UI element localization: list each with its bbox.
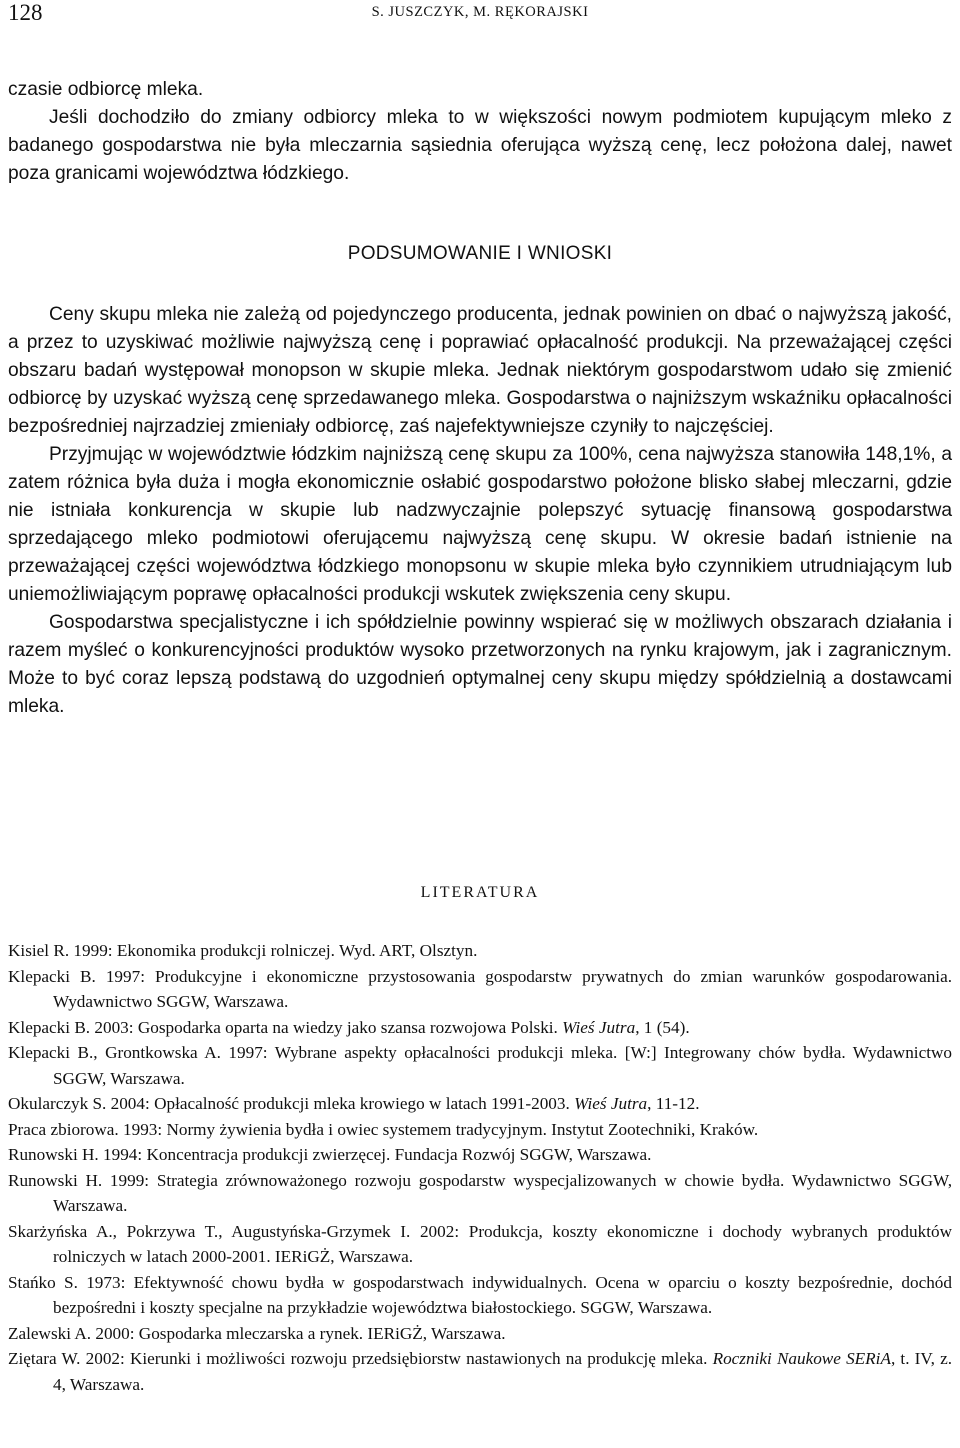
reference-item: Klepacki B. 2003: Gospodarka oparta na wiedzy jako szansa rozwojowa Polski. Wieś Jutra, 1 (54). — [8, 1017, 690, 1037]
paragraph: Przyjmując w województwie łódzkim najniższą cenę skupu za 100%, cena najwyższa stanowiła 148,1%, a zatem różnica była duża i mogła ekonomicznie osłabić gospodarstwo położone blisko słabej mleczarni, gdzie nie istniała konkurencja w skupie lub nadzwyczajnie polepszyć sytuację finansową gospodarstwa sprzedającego mleko podmiotowi oferującemu najwyższą cenę skupu. W okresie badań istnienie na przeważającej części województwa łódzkiego monopsonu w skupie mleka było czynnikiem utrudniającym lub uniemożliwiającym poprawę opłacalności produkcji wskutek zwiększenia ceny skupu. — [8, 444, 952, 605]
reference-item: Skarżyńska A., Pokrzywa T., Augustyńska-Grzymek I. 2002: Produkcja, koszty ekonomiczne i dochody wybranych produktów rolniczych w latach 2000-2001. IERiGŻ, Warszawa. — [8, 1221, 952, 1266]
reference-item: Okularczyk S. 2004: Opłacalność produkcji mleka krowiego w latach 1991-2003. Wieś Jutra, 11-12. — [8, 1094, 700, 1113]
section-title: PODSUMOWANIE I WNIOSKI — [347, 243, 613, 264]
continued-paragraph: czasie odbiorcę mleka. — [8, 79, 204, 100]
paragraph: Gospodarstwa specjalistyczne i ich spółdzielnie powinny wspierać się w możliwych obszarach działania i razem myśleć o konkurencyjności produktów wysoko przetworzonych na rynku krajowym, jak i zagranicznym. Może to być coraz lepszą podstawą do uzgodnień optymalnej ceny skupu między spółdzielnią a dostawcami mleka. — [8, 612, 952, 717]
reference-item: Runowski H. 1994: Koncentracja produkcji zwierzęcej. Fundacja Rozwój SGGW, Warszawa. — [8, 1145, 652, 1164]
reference-item: Zalewski A. 2000: Gospodarka mleczarska a rynek. IERiGŻ, Warszawa. — [8, 1323, 506, 1343]
reference-item: Ziętara W. 2002: Kierunki i możliwości rozwoju przedsiębiorstw nastawionych na produkcję mleka. Roczniki Naukowe SERiA, t. IV, z. 4, Warszawa. — [8, 1349, 952, 1394]
reference-item: Runowski H. 1999: Strategia zrównoważonego rozwoju gospodarstw wyspecjalizowanych w chowie bydła. Wydawnictwo SGGW, Warszawa. — [8, 1170, 952, 1215]
reference-item: Stańko S. 1973: Efektywność chowu bydła w gospodarstwach indywidualnych. Ocena w oparciu o koszty bezpośrednie, dochód bezpośredni i koszty specjalne na przykładzie województwa białostockiego. SGGW, Warszawa. — [8, 1272, 952, 1317]
paragraph: Jeśli dochodziło do zmiany odbiorcy mleka to w większości nowym podmiotem kupującym mleko z badanego gospodarstwa nie była mleczarnia sąsiednia oferująca wyższą cenę, lecz położona dalej, nawet poza granicami województwa łódzkiego. — [8, 107, 952, 184]
literature-title: LITERATURA — [420, 884, 540, 901]
reference-item: Praca zbiorowa. 1993: Normy żywienia bydła i owiec systemem tradycyjnym. Instytut Zootechniki, Kraków. — [8, 1119, 759, 1139]
reference-item: Klepacki B. 1997: Produkcyjne i ekonomiczne przystosowania gospodarstw prywatnych do zmian warunków gospodarowania. Wydawnictwo SGGW, Warszawa. — [8, 966, 952, 1011]
page-number: 128 — [8, 0, 43, 25]
paragraph: Ceny skupu mleka nie zależą od pojedynczego producenta, jednak powinien on dbać o najwyższą jakość, a przez to uzyskiwać możliwie najwyższą cenę i poprawiać opłacalność produkcji. Na przeważającej części obszaru badań występował monopson w skupie mleka. Jednak niektórym gospodarstwom udało się zmienić odbiorcę by uzyskać wyższą cenę sprzedawanego mleka. Gospodarstwa o najniższym wskaźniku opłacalności bezpośredniej najrzadziej zmieniały odbiorcę, zaś najefektywniejsze czyniły to najczęściej. — [8, 304, 952, 437]
reference-list — [8, 938, 952, 1397]
main-text — [8, 76, 952, 721]
page-header — [8, 0, 952, 30]
running-head: S. JUSZCZYK, M. RĘKORAJSKI — [371, 4, 589, 20]
reference-item: Klepacki B., Grontkowska A. 1997: Wybrane aspekty opłacalności produkcji mleka. [W:] Integrowany chów bydła. Wydawnictwo SGGW, Warszawa. — [8, 1043, 952, 1088]
reference-item: Kisiel R. 1999: Ekonomika produkcji rolniczej. Wyd. ART, Olsztyn. — [8, 941, 478, 960]
